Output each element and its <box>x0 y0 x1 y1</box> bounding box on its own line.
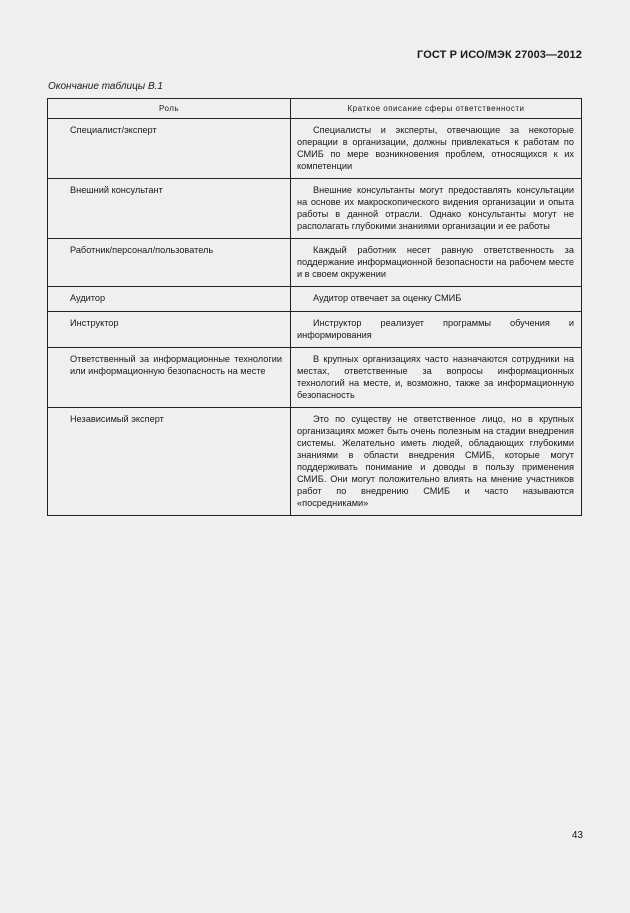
table-row <box>48 408 582 516</box>
role-cell: Аудитор <box>48 287 291 312</box>
role-cell: Независимый эксперт <box>48 408 291 516</box>
table-row <box>48 239 582 287</box>
role-cell: Инструктор <box>48 312 291 348</box>
description-cell: Каждый работник несет равную ответственность за поддержание информационной безопасности на рабочем месте и в своем окружении <box>291 239 582 287</box>
table-row <box>48 179 582 239</box>
table-caption: Окончание таблицы В.1 <box>48 81 163 92</box>
role-cell: Специалист/эксперт <box>48 119 291 179</box>
table-header-row <box>48 99 582 119</box>
description-cell: Это по существу не ответственное лицо, но в крупных организациях может быть очень полезным на стадии внедрения системы. Желательно иметь людей, обладающих глубокими знаниями в области внедрения СМИБ, которые могут поддерживать понимание и доводы в пользу применения СМИБ. Они могут положительно влиять на мнение участников работ по внедрению СМИБ и часто называются «посредниками» <box>291 408 582 516</box>
description-cell: Инструктор реализует программы обучения и информирования <box>291 312 582 348</box>
table-row <box>48 348 582 408</box>
description-cell: В крупных организациях часто назначаются сотрудники на местах, ответственные за вопросы информационных технологий на месте, и, возможно, также за информационную безопасность <box>291 348 582 408</box>
role-cell: Ответственный за информационные технологии или информационную безопасность на месте <box>48 348 291 408</box>
description-cell: Аудитор отвечает за оценку СМИБ <box>291 287 582 312</box>
description-cell: Специалисты и эксперты, отвечающие за некоторые операции в организации, должны привлекаться к работам по СМИБ по мере возникновения проблем, относящихся к их компетенции <box>291 119 582 179</box>
responsibility-table <box>47 98 582 516</box>
description-cell: Внешние консультанты могут предоставлять консультации на основе их макроскопического видения организации и опыта работы в данной отрасли. Однако консультанты могут не располагать глубокими знаниями организации и ее работы <box>291 179 582 239</box>
table-row <box>48 312 582 348</box>
column-header-description: Краткое описание сферы ответственности <box>291 99 582 119</box>
table-row <box>48 119 582 179</box>
page-number: 43 <box>571 830 583 841</box>
table-row <box>48 287 582 312</box>
role-cell: Внешний консультант <box>48 179 291 239</box>
standard-header: ГОСТ Р ИСО/МЭК 27003—2012 <box>417 49 582 61</box>
role-cell: Работник/персонал/пользователь <box>48 239 291 287</box>
column-header-role: Роль <box>48 99 291 119</box>
